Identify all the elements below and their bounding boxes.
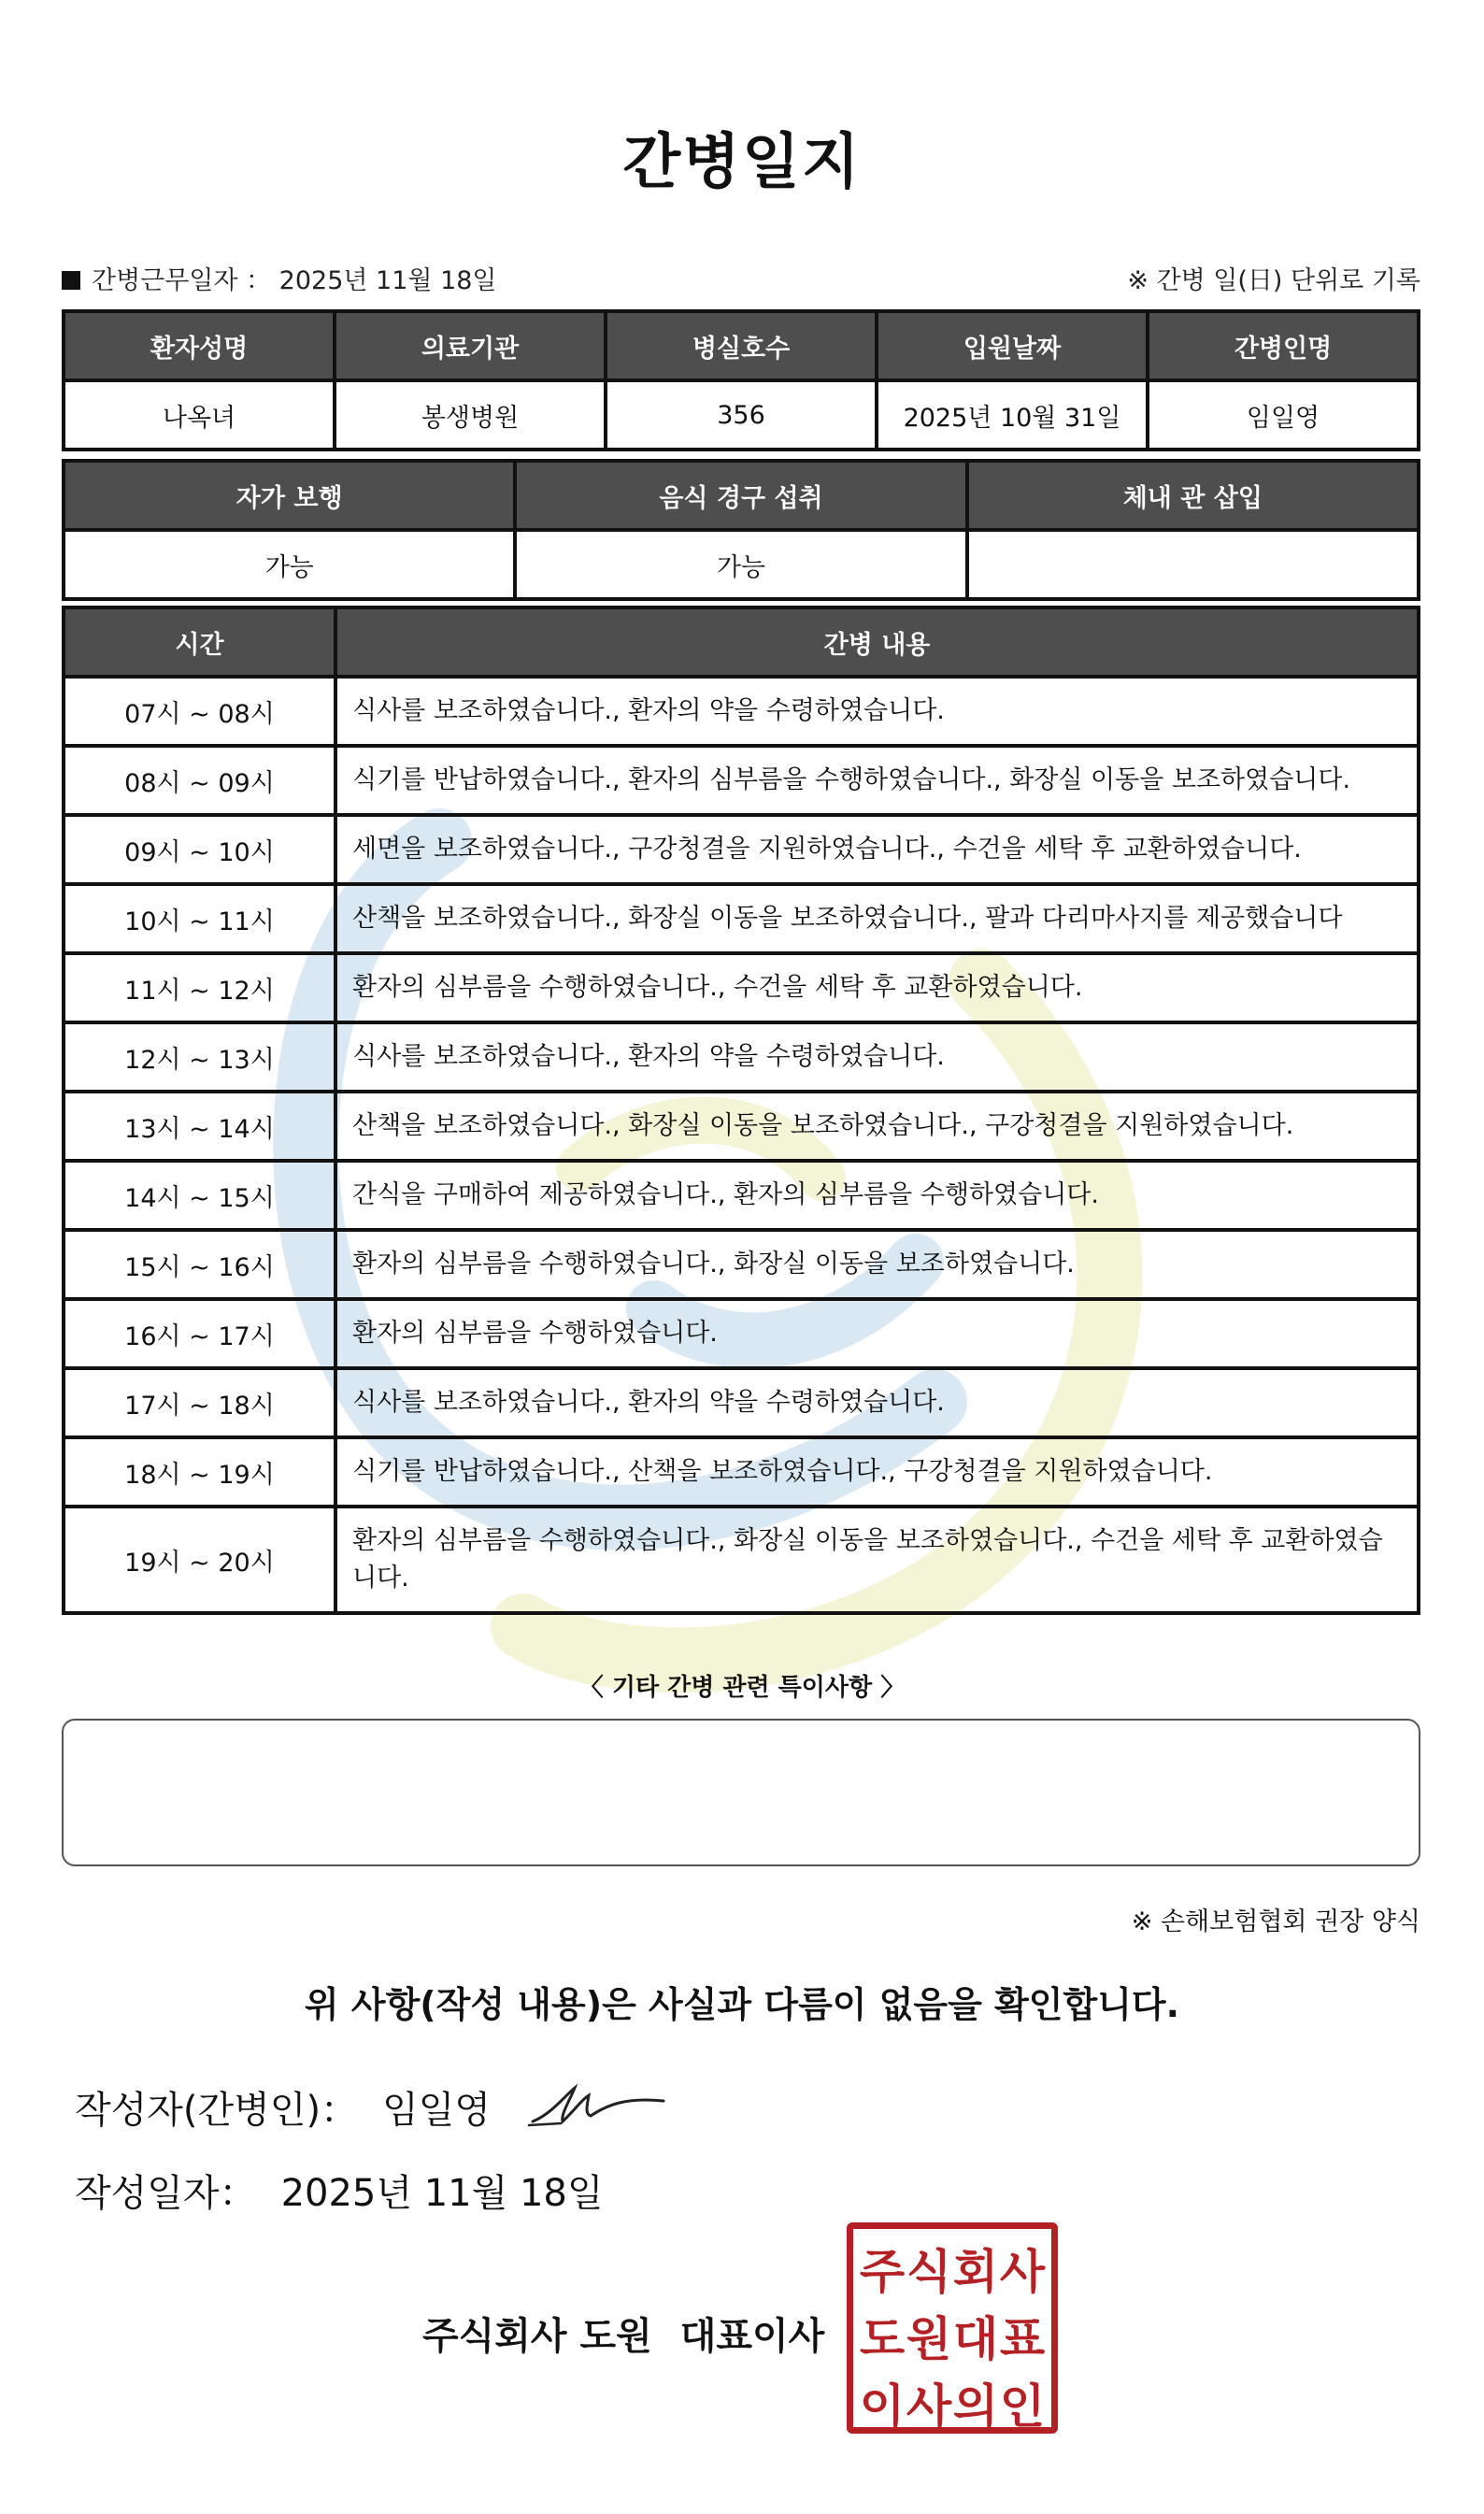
handwritten-signature bbox=[523, 2077, 673, 2133]
recommended-form-note: ※ 손해보험협회 권장 양식 bbox=[1131, 1907, 1420, 1936]
caregiver-name-header: 간병인명 bbox=[1148, 311, 1419, 380]
institution-header: 의료기관 bbox=[335, 311, 606, 380]
write-date-value: 2025년 11월 18일 bbox=[280, 2172, 604, 2215]
table-row bbox=[64, 884, 1419, 953]
seal-char: 사 bbox=[906, 2379, 952, 2434]
company-signoff bbox=[422, 2307, 824, 2360]
patient-name-cell: 나옥녀 bbox=[64, 380, 335, 450]
admission-date-cell: 2025년 10월 31일 bbox=[877, 380, 1148, 450]
content-cell: 간식을 구매하여 제공하였습니다., 환자의 심부름을 수행하였습니다. bbox=[335, 1161, 1419, 1230]
seal-char: 사 bbox=[999, 2245, 1046, 2299]
tube-insertion-cell bbox=[967, 530, 1419, 599]
admission-date-header: 입원날짜 bbox=[877, 311, 1148, 380]
table-row bbox=[64, 1092, 1419, 1161]
content-cell: 산책을 보조하였습니다., 화장실 이동을 보조하였습니다., 구강청결을 지원하였습니다. bbox=[335, 1092, 1419, 1161]
table-row bbox=[64, 1368, 1419, 1437]
time-cell: 15시 ~ 16시 bbox=[64, 1230, 335, 1299]
oral-intake-header: 음식 경구 섭취 bbox=[515, 461, 966, 530]
content-cell: 환자의 심부름을 수행하였습니다., 수건을 세탁 후 교환하였습니다. bbox=[335, 953, 1419, 1022]
company-seal-stamp bbox=[847, 2222, 1058, 2434]
patient-name-header: 환자성명 bbox=[64, 311, 335, 380]
table-row bbox=[64, 746, 1419, 815]
seal-char: 회 bbox=[952, 2245, 999, 2299]
remarks-title: 〈 기타 간병 관련 특이사항 〉 bbox=[578, 1674, 906, 1702]
self-walking-cell: 가능 bbox=[64, 530, 515, 599]
content-cell: 식기를 반납하였습니다., 환자의 심부름을 수행하였습니다., 화장실 이동을 보조하였습니다. bbox=[335, 746, 1419, 815]
seal-char: 주 bbox=[859, 2245, 906, 2299]
company-name: 주식회사 도원 bbox=[422, 2315, 652, 2358]
seal-char: 의 bbox=[952, 2379, 999, 2434]
oral-intake-cell: 가능 bbox=[515, 530, 966, 599]
institution-cell: 봉생병원 bbox=[335, 380, 606, 450]
content-cell: 식사를 보조하였습니다., 환자의 약을 수령하였습니다. bbox=[335, 677, 1419, 746]
caregiver-name-cell: 임일영 bbox=[1148, 380, 1419, 450]
time-cell: 12시 ~ 13시 bbox=[64, 1022, 335, 1092]
tube-insertion-header: 체내 관 삽입 bbox=[967, 461, 1419, 530]
care-log-table bbox=[62, 606, 1420, 1615]
time-cell: 13시 ~ 14시 bbox=[64, 1092, 335, 1161]
patient-status-table bbox=[62, 459, 1420, 601]
seal-char: 원 bbox=[906, 2312, 952, 2366]
company-title: 대표이사 bbox=[679, 2315, 825, 2358]
table-row bbox=[64, 953, 1419, 1022]
table-row bbox=[64, 1161, 1419, 1230]
square-bullet-icon bbox=[62, 271, 80, 290]
content-cell: 식기를 반납하였습니다., 산책을 보조하였습니다., 구강청결을 지원하였습니다. bbox=[335, 1437, 1419, 1507]
seal-char: 인 bbox=[999, 2379, 1046, 2434]
table-row bbox=[64, 1437, 1419, 1507]
time-cell: 19시 ~ 20시 bbox=[64, 1507, 335, 1613]
write-date-line bbox=[75, 2164, 604, 2217]
patient-info-table bbox=[62, 309, 1420, 451]
self-walking-header: 자가 보행 bbox=[64, 461, 515, 530]
writer-name: 임일영 bbox=[382, 2089, 491, 2132]
remarks-box bbox=[62, 1719, 1420, 1866]
seal-char: 이 bbox=[859, 2379, 906, 2434]
seal-char: 식 bbox=[906, 2245, 952, 2299]
table-row bbox=[64, 677, 1419, 746]
time-header: 시간 bbox=[64, 607, 335, 677]
content-cell: 산책을 보조하였습니다., 화장실 이동을 보조하였습니다., 팔과 다리마사지를 제공했습니다 bbox=[335, 884, 1419, 953]
table-row bbox=[64, 1507, 1419, 1613]
writer-label: 작성자(간병인)： bbox=[75, 2089, 359, 2132]
seal-char: 표 bbox=[999, 2312, 1046, 2366]
room-number-cell: 356 bbox=[606, 380, 877, 450]
writer-line bbox=[75, 2080, 491, 2134]
content-cell: 환자의 심부름을 수행하였습니다. bbox=[335, 1299, 1419, 1368]
content-cell: 세면을 보조하였습니다., 구강청결을 지원하였습니다., 수건을 세탁 후 교환하였습니다. bbox=[335, 815, 1419, 884]
time-cell: 16시 ~ 17시 bbox=[64, 1299, 335, 1368]
time-cell: 14시 ~ 15시 bbox=[64, 1161, 335, 1230]
content-cell: 환자의 심부름을 수행하였습니다., 화장실 이동을 보조하였습니다. bbox=[335, 1230, 1419, 1299]
write-date-label: 작성일자： bbox=[75, 2172, 257, 2215]
time-cell: 08시 ~ 09시 bbox=[64, 746, 335, 815]
record-unit-note: ※ 간병 일(日) 단위로 기록 bbox=[1127, 266, 1420, 295]
seal-char: 도 bbox=[859, 2312, 906, 2366]
content-cell: 식사를 보조하였습니다., 환자의 약을 수령하였습니다. bbox=[335, 1022, 1419, 1092]
time-cell: 11시 ~ 12시 bbox=[64, 953, 335, 1022]
work-date-line bbox=[62, 260, 497, 296]
room-number-header: 병실호수 bbox=[606, 311, 877, 380]
time-cell: 17시 ~ 18시 bbox=[64, 1368, 335, 1437]
content-cell: 환자의 심부름을 수행하였습니다., 화장실 이동을 보조하였습니다., 수건을 세탁 후 교환하였습니다. bbox=[335, 1507, 1419, 1613]
care-content-header: 간병 내용 bbox=[335, 607, 1419, 677]
time-cell: 10시 ~ 11시 bbox=[64, 884, 335, 953]
table-row bbox=[64, 815, 1419, 884]
time-cell: 18시 ~ 19시 bbox=[64, 1437, 335, 1507]
table-row bbox=[64, 1022, 1419, 1092]
confirmation-statement: 위 사항(작성 내용)은 사실과 다름이 없음을 확인합니다. bbox=[304, 1984, 1180, 2025]
page-title: 간병일지 bbox=[622, 128, 862, 197]
work-date-value: 2025년 11월 18일 bbox=[278, 266, 497, 295]
content-cell: 식사를 보조하였습니다., 환자의 약을 수령하였습니다. bbox=[335, 1368, 1419, 1437]
time-cell: 09시 ~ 10시 bbox=[64, 815, 335, 884]
seal-char: 대 bbox=[952, 2312, 999, 2366]
table-row bbox=[64, 1299, 1419, 1368]
work-date-label: 간병근무일자 ： bbox=[92, 266, 272, 295]
time-cell: 07시 ~ 08시 bbox=[64, 677, 335, 746]
table-row bbox=[64, 1230, 1419, 1299]
